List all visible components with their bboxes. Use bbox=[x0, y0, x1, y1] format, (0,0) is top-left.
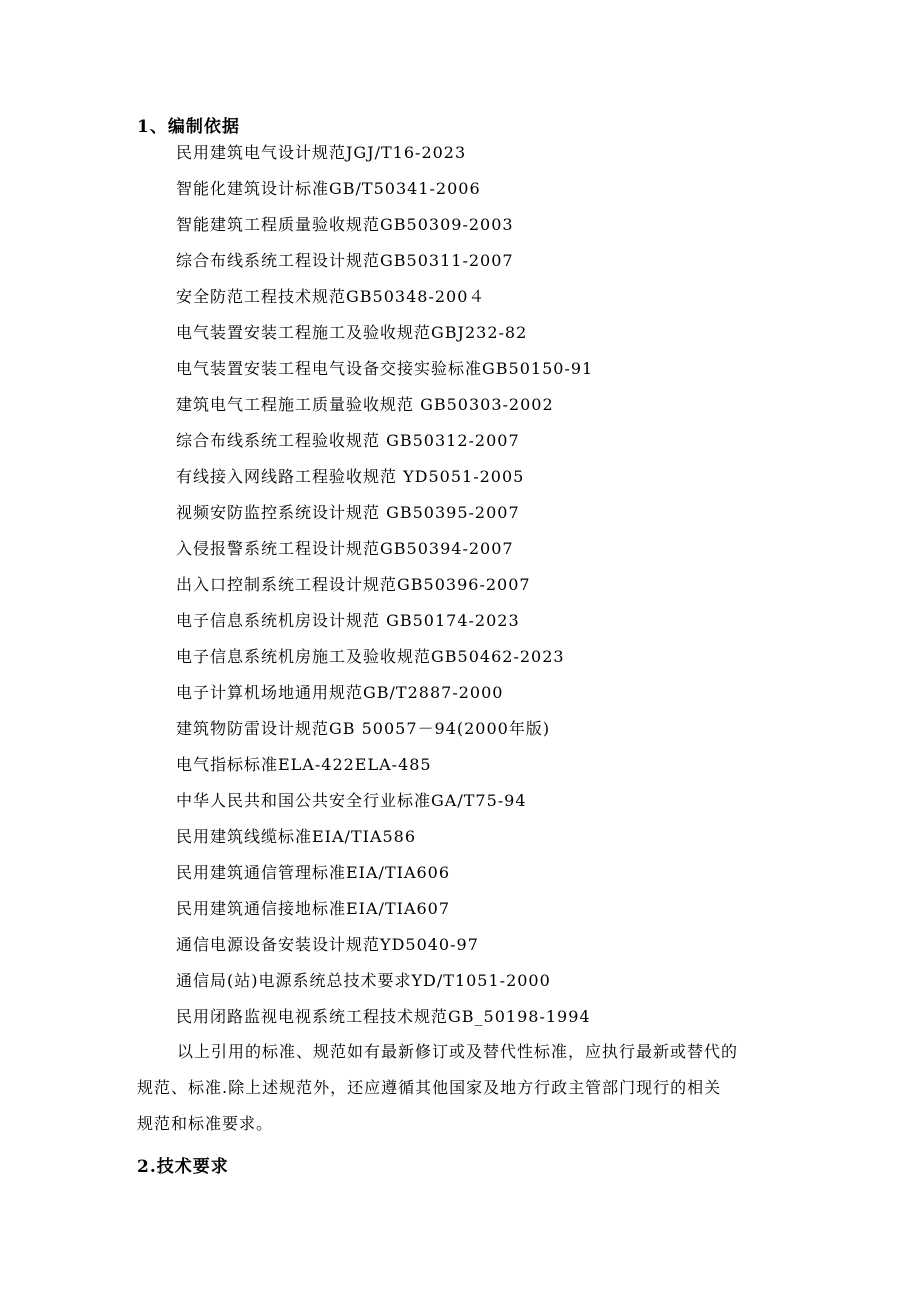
standard-item: 入侵报警系统工程设计规范GB50394-2007 bbox=[176, 539, 514, 558]
standard-item: 通信局(站)电源系统总技术要求YD/T1051-2000 bbox=[176, 971, 551, 990]
standard-item: 智能化建筑设计标准GB/T50341-2006 bbox=[176, 179, 481, 198]
note-line: 以上引用的标准、规范如有最新修订或及替代性标准，应执行最新或替代的 bbox=[177, 1042, 739, 1061]
note-line: 规范、标准.除上述规范外，还应遵循其他国家及地方行政主管部门现行的相关 bbox=[137, 1078, 722, 1097]
standards-list bbox=[176, 135, 593, 1035]
standard-item: 安全防范工程技术规范GB50348-200４ bbox=[176, 287, 486, 306]
standard-item: 电气指标标准ELA-422ELA-485 bbox=[176, 755, 432, 774]
standard-item: 建筑电气工程施工质量验收规范 GB50303-2002 bbox=[176, 395, 554, 414]
standard-item: 民用闭路监视电视系统工程技术规范GB_50198-1994 bbox=[176, 1007, 591, 1026]
standard-item: 电子计算机场地通用规范GB/T2887-2000 bbox=[176, 683, 504, 702]
standard-item: 电子信息系统机房设计规范 GB50174-2023 bbox=[176, 611, 520, 630]
standards-note-paragraph bbox=[137, 1034, 785, 1142]
standard-item: 出入口控制系统工程设计规范GB50396-2007 bbox=[176, 575, 531, 594]
standard-item: 民用建筑线缆标准EIA/TIA586 bbox=[176, 827, 417, 846]
standard-item: 建筑物防雷设计规范GB 50057－94(2000年版) bbox=[176, 719, 551, 738]
standard-item: 电子信息系统机房施工及验收规范GB50462-2023 bbox=[176, 647, 565, 666]
standard-item: 智能建筑工程质量验收规范GB50309-2003 bbox=[176, 215, 514, 234]
note-line: 规范和标准要求。 bbox=[137, 1114, 274, 1133]
standard-item: 中华人民共和国公共安全行业标准GA/T75-94 bbox=[176, 791, 527, 810]
standard-item: 电气装置安装工程施工及验收规范GBJ232-82 bbox=[176, 323, 528, 342]
section-heading-technical-requirements: 2.技术要求 bbox=[137, 1157, 229, 1177]
standard-item: 综合布线系统工程验收规范 GB50312-2007 bbox=[176, 431, 520, 450]
standard-item: 有线接入网线路工程验收规范 YD5051-2005 bbox=[176, 467, 525, 486]
standard-item: 通信电源设备安装设计规范YD5040-97 bbox=[176, 935, 479, 954]
standard-item: 视频安防监控系统设计规范 GB50395-2007 bbox=[176, 503, 520, 522]
standard-item: 民用建筑通信管理标准EIA/TIA606 bbox=[176, 863, 451, 882]
section-heading-basis: 1、编制依据 bbox=[137, 117, 240, 137]
standard-item: 电气装置安装工程电气设备交接实验标准GB50150-91 bbox=[176, 359, 594, 378]
standard-item: 民用建筑电气设计规范JGJ/T16-2023 bbox=[176, 143, 467, 162]
standard-item: 民用建筑通信接地标准EIA/TIA607 bbox=[176, 899, 451, 918]
standard-item: 综合布线系统工程设计规范GB50311-2007 bbox=[176, 251, 514, 270]
